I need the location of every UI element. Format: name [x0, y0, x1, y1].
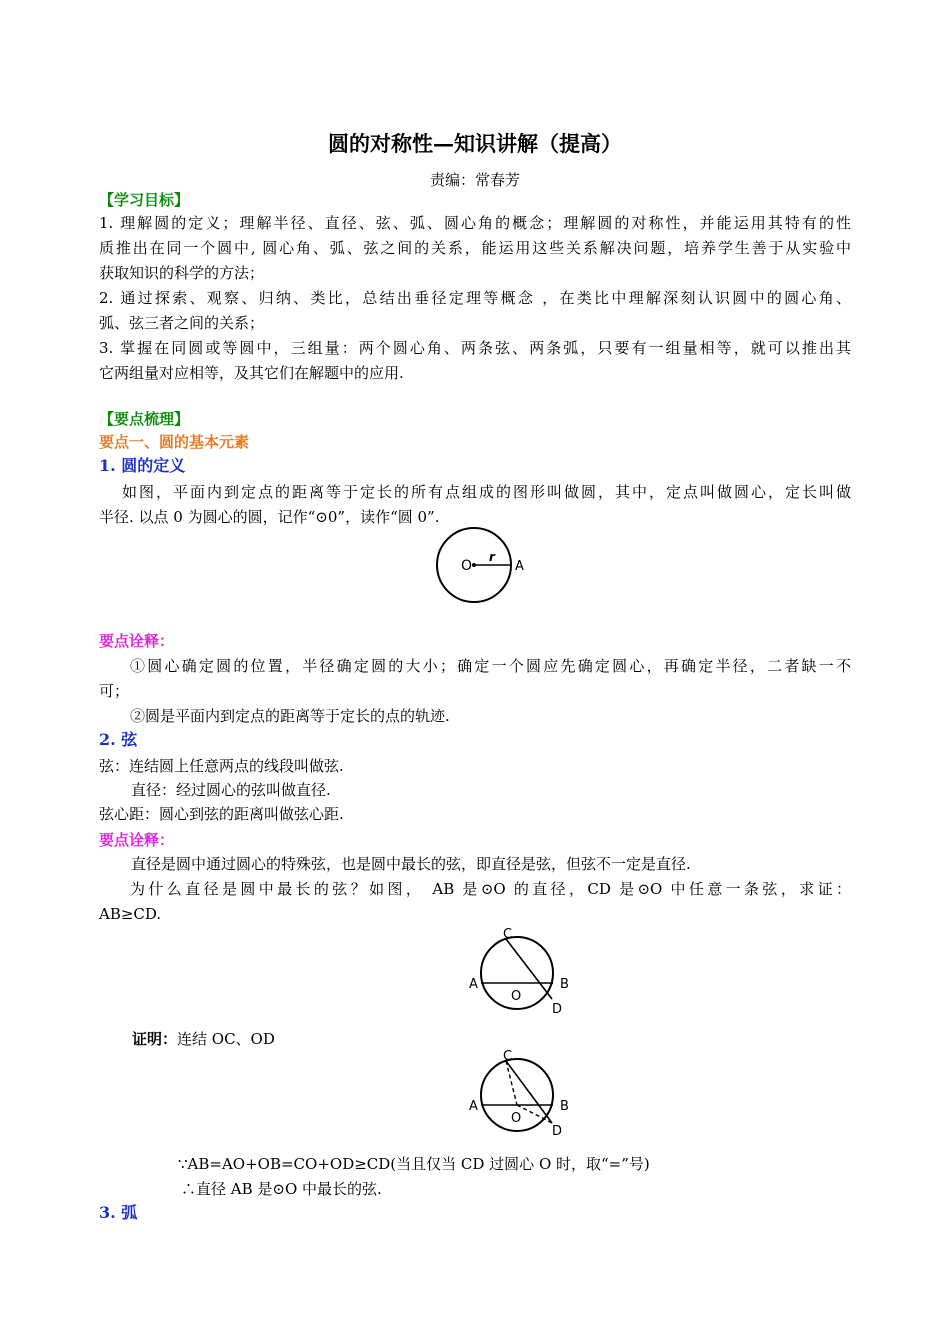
proof-figure: [462, 1046, 577, 1142]
note-line: ②圆是平面内到定点的距离等于定长的点的轨迹.: [130, 707, 450, 725]
label-o: O: [511, 1111, 522, 1126]
label-c: C: [503, 1049, 513, 1064]
note-line: 为什么直径是圆中最长的弦？如图， AB 是⊙O 的直径，CD 是⊙O 中任意一条弦，求证：: [130, 880, 851, 898]
note-label: 要点诠释：: [99, 831, 175, 849]
diameter-chord-figure: [462, 924, 577, 1020]
chord-distance-definition: 弦心距：圆心到弦的距离叫做弦心距.: [99, 805, 344, 823]
label-d: D: [552, 1124, 563, 1139]
section-arc: 3. 弧: [99, 1203, 138, 1222]
proof-because: ∵AB=AO+OB=CO+OD≥CD(当且仅当 CD 过圆心 O 时，取“=”号): [178, 1155, 650, 1173]
editor-line: 责编：常春芳: [429, 171, 520, 189]
page-title: 圆的对称性—知识讲解（提高）: [328, 131, 622, 156]
center-label: O: [461, 558, 473, 574]
point-one-heading: 要点一、圆的基本元素: [99, 433, 250, 451]
label-c: C: [503, 927, 513, 942]
note-label: 要点诠释：: [99, 632, 175, 650]
definition-line: 半径. 以点 0 为圆心的圆，记作“⊙0”，读作“圆 0”.: [99, 508, 440, 526]
objective-line: 2. 通过探索、观察、归纳、类比，总结出垂径定理等概念 ，在类比中理解深刻认识圆中的圆心角、: [99, 289, 851, 307]
label-b: B: [560, 1099, 569, 1114]
note-line: 直径是圆中通过圆心的特殊弦，也是圆中最长的弦，即直径是弦，但弦不一定是直径.: [131, 855, 691, 873]
summary-heading: 【要点梳理】: [99, 410, 190, 428]
label-a: A: [469, 977, 478, 992]
label-a: A: [469, 1099, 478, 1114]
diameter-definition: 直径：经过圆心的弦叫做直径.: [131, 781, 331, 799]
label-b: B: [560, 977, 569, 992]
point-a-label: A: [515, 559, 524, 574]
proof-label: 证明：: [132, 1030, 178, 1048]
note-line: AB≥CD.: [99, 905, 162, 923]
proof-therefore: ∴直径 AB 是⊙O 中最长的弦.: [181, 1180, 382, 1198]
objective-line: 它两组量对应相等，及其它们在解题中的应用.: [99, 364, 404, 382]
section-circle-definition: 1. 圆的定义: [99, 456, 186, 475]
label-d: D: [552, 1002, 563, 1017]
note-line: 可；: [99, 682, 130, 700]
definition-line: 如图，平面内到定点的距离等于定长的所有点组成的图形叫做圆，其中，定点叫做圆心，定长叫做: [122, 483, 851, 501]
objective-line: 质推出在同一个圆中, 圆心角、弧、弦之间的关系，能运用这些关系解决问题，培养学生善于从实验中: [99, 239, 851, 257]
chord-definition: 弦：连结圆上任意两点的线段叫做弦.: [99, 757, 344, 775]
objective-line: 弧、弦三者之间的关系；: [99, 314, 265, 332]
label-o: O: [511, 989, 522, 1004]
proof-text: 连结 OC、OD: [177, 1030, 275, 1048]
note-line: ①圆心确定圆的位置，半径确定圆的大小；确定一个圆应先确定圆心，再确定半径，二者缺一不: [130, 657, 851, 675]
section-chord: 2. 弦: [99, 730, 138, 749]
objectives-heading: 【学习目标】: [99, 191, 190, 209]
proof-line: [132, 1028, 275, 1050]
objective-line: 3. 掌握在同圆或等圆中，三组量：两个圆心角、两条弦、两条弧，只要有一组量相等，就可以推出其: [99, 339, 851, 357]
objective-line: 获取知识的科学的方法；: [99, 264, 265, 282]
radius-label: r: [489, 550, 495, 564]
objective-line: 1. 理解圆的定义；理解半径、直径、弦、弧、圆心角的概念；理解圆的对称性，并能运用其特有的性: [99, 214, 851, 232]
circle-definition-figure: [428, 525, 533, 611]
